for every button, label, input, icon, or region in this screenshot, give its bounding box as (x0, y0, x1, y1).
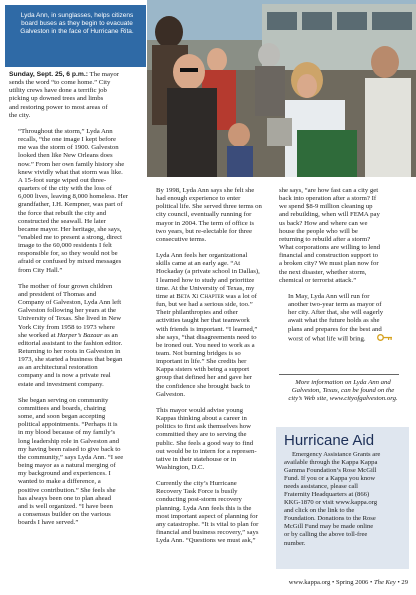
text-line: Kappa sisters with being a support (156, 366, 250, 374)
text-line: sends the word “to come home.” City (9, 79, 111, 87)
text-line: most important aspect of planning for (156, 512, 258, 520)
text-line: quarters of the city with the loss of (18, 185, 112, 193)
text-line: the force that rebuilt the city and (18, 209, 107, 217)
text-line: political life. She served three terms on (156, 203, 262, 211)
text-line: company and is now a private real (18, 372, 111, 380)
text-line: financial and business recovery,” says (156, 529, 259, 537)
text-line: number. (284, 539, 306, 547)
text-line: committed they are to serving the (156, 431, 247, 439)
text-line: McGill Fund may be made online (284, 523, 374, 531)
text-line: me was the storm of 1900. Galveston (18, 144, 119, 152)
text-line: Company of Galveston, Lyda Ann left (18, 299, 122, 307)
text-line: Kappas thinking about a career in (156, 415, 247, 423)
footer-site: www.kappa.org (288, 579, 331, 586)
text-line: Fund. If you or a Kappa you know (284, 475, 376, 483)
text-line: as an (102, 331, 118, 339)
text-line: group that defined her and gave her (156, 374, 252, 382)
text-line: and rebuilding, when will FEMA pay (279, 211, 380, 219)
text-line: planning. Lyda Ann feels this is the (156, 504, 252, 512)
text-line: out would be to intern for a represen- (156, 447, 257, 455)
text-line: boards I have served.” (18, 519, 79, 527)
text-line: activities taught her that teamwork (156, 317, 250, 325)
text-line: This mayor would advise young (156, 406, 243, 414)
text-line: the community,” says Lyda Ann. “I see (18, 453, 124, 461)
text-line: What corporations are willing to lend (279, 244, 381, 252)
article-column-3 (279, 187, 407, 352)
text-line: returning to rebuild after a storm? (279, 235, 371, 243)
text-line: the confidence she brought back to (156, 382, 251, 390)
text-line: Washington, D.C. (156, 464, 205, 471)
text-line: A 15-foot surge wiped out three- (18, 176, 107, 184)
text-line: public. She feels a good way to find (156, 439, 254, 447)
text-line: grandfather, I.H. Kempner, was part of (18, 201, 123, 209)
text-line: Lyda Ann feels her organizational (156, 252, 248, 260)
text-line: us back? How and where can we (279, 219, 368, 227)
paragraph (9, 397, 141, 528)
text-line: political appointments. “Perhaps it is (18, 421, 118, 429)
text-line: my having been raised to give back to (18, 445, 121, 453)
footer-separator: • (370, 579, 374, 586)
footer-separator: • (397, 579, 402, 586)
text-line: positive contribution.” She feels she (18, 486, 116, 494)
text-line: Currently the city’s Hurricane (156, 480, 237, 488)
text-line: She began serving on community (18, 396, 109, 404)
text-line: with friends is important. “I learned,” (156, 325, 258, 333)
text-line: has always been one to plan ahead (18, 494, 111, 502)
chapter-name: Beta Xi Chapter (176, 292, 224, 300)
text-line: 6,000 lives, leaving 8,000 homeless. Her (18, 193, 129, 201)
text-line: a consensus builder on the various (18, 510, 111, 518)
text-line: my background and experiences. I (18, 470, 111, 478)
text-line: another two-year term as mayor of (288, 301, 382, 309)
photo-caption (5, 5, 146, 67)
text-line: utility crews have done a terrific job (9, 87, 107, 95)
paragraph (147, 252, 273, 399)
text-line: By 1998, Lyda Ann says she felt she (156, 187, 255, 194)
hurricane-aid-box (276, 427, 409, 569)
footer-separator: • (331, 579, 336, 586)
paragraph (279, 293, 407, 344)
text-line: I learned how to study and prioritize (156, 276, 255, 284)
text-line: await what the future holds as she (288, 317, 380, 325)
magazine-title: Harper’s Bazaar (57, 331, 103, 339)
text-line: and president of Thomas and (18, 290, 97, 298)
text-line: back into operation after a storm? If (279, 195, 377, 203)
text-line: Recovery Task Force is busily (156, 488, 238, 496)
text-line: conducting post-storm recovery (156, 496, 242, 504)
text-line: needs assistance, please call (284, 483, 358, 491)
text-line: the city. (9, 111, 31, 119)
text-line: More information on Lyda Ann and (295, 379, 391, 386)
text-line: Their philanthropies and other (156, 309, 238, 317)
text-line: Returning to her roots in Galveston in (18, 348, 121, 355)
text-line: and click on the link to the (284, 507, 355, 515)
page-number: 29 (401, 579, 408, 586)
text-line: University of Texas. She lived in New (18, 315, 122, 323)
text-line: plans and prepares for the best and (288, 325, 382, 333)
text-line: mayor in 2004. The term of office is (156, 219, 254, 227)
text-line: estate and investment company. (18, 380, 104, 388)
text-line: available through the Kappa Kappa (284, 459, 378, 467)
text-line: Hockaday (a private school in Dallas), (156, 268, 260, 276)
text-line: wanted to make a difference, a (18, 478, 101, 486)
text-line: she worked at (18, 331, 58, 339)
text-line: house the people who will be (279, 227, 358, 235)
text-line: politics to first ask themselves how (156, 423, 252, 431)
text-line: knew vividly what that storm was like. (18, 168, 123, 176)
text-line: some, and soon began accepting (18, 413, 106, 421)
text-line: editorial assistant to the fashion editor. (18, 339, 123, 347)
paragraph (9, 128, 141, 275)
paragraph (147, 407, 273, 472)
dateline: Sunday, Sept. 25, 6 p.m.: (9, 71, 89, 78)
text-line: Foundation. Donations to the Rose (284, 515, 376, 523)
article-column-1 (9, 71, 141, 535)
text-line: and is well organized. “I have been (18, 502, 113, 510)
text-line: financial and construction support to (279, 252, 378, 260)
text-line: The mayor (89, 71, 120, 78)
paragraph (147, 480, 273, 545)
text-line: now.” From her own family history she (18, 160, 125, 168)
more-info-note (279, 379, 407, 403)
text-line: constructed the seawall. He later (18, 217, 106, 225)
key-icon (368, 334, 393, 344)
page-footer (289, 579, 408, 587)
text-line: recalls, “the one image I kept before (18, 136, 117, 144)
text-line: long leadership role in Galveston and (18, 437, 120, 445)
text-line: time. At the University of Texas, my (156, 284, 255, 292)
text-line: she says, “are how fast can a city get (279, 187, 379, 194)
text-line: important in life.” She credits her (156, 358, 247, 366)
text-line: “enabled me to present a strong, direct (18, 233, 123, 241)
text-line: any catastrophe. “It is vital to plan for (156, 520, 259, 528)
text-line: being mayor as a natural merging of (18, 462, 116, 470)
paragraph (9, 71, 141, 120)
text-line: In May, Lyda Ann will run for (288, 292, 370, 300)
text-line: Galveston, Texas, can be found on the (291, 387, 395, 395)
text-line: committees and boards, chairing (18, 404, 106, 412)
text-line: and restoring power to most areas of (9, 103, 108, 111)
text-line: was a lot of (223, 292, 257, 300)
text-line: a broken city? We must plan now for (279, 260, 379, 268)
footer-issue: Spring 2006 (335, 579, 369, 586)
text-line: York City from 1958 to 1973 where (18, 323, 115, 331)
text-line: responsible for, so they would not be (18, 250, 118, 258)
paragraph (279, 187, 407, 285)
text-line: consecutive terms. (156, 235, 207, 243)
caption-line: board buses as they begin to evacuate (21, 20, 133, 28)
text-line: “Throughout the storm,” Lyda Ann (18, 127, 113, 135)
text-line: image to the 60,000 residents I felt (18, 242, 112, 250)
text-line: Lyda Ann. “Questions we must ask,” (156, 537, 256, 545)
text-line: had enough experience to enter (156, 195, 241, 203)
section-divider (279, 374, 399, 375)
text-line: Emergency Assistance Grants are (292, 451, 381, 458)
footer-magazine: The Key (373, 579, 396, 586)
text-line: skills came at an early age. “At (156, 260, 241, 268)
article-column-2 (147, 187, 273, 553)
text-line: the next disaster, whether storm, (279, 268, 367, 276)
caption-line: Lyda Ann, in sunglasses, helps citizens (20, 12, 134, 19)
text-line: looked then like New Orleans does (18, 152, 113, 160)
caption-line: Galveston in the face of Hurricane Rita. (20, 28, 134, 36)
photo-evacuation-crowd (147, 0, 416, 177)
paragraph (147, 187, 273, 244)
text-line: from City Hall.” (18, 266, 63, 274)
text-line: tative in their statehouse or in (156, 455, 237, 463)
text-line: in my blood because of my family’s (18, 429, 116, 437)
evacuation-photo (147, 0, 416, 177)
text-line: became mayor. Her heritage, she says, (18, 225, 122, 233)
hurricane-aid-body (284, 451, 402, 548)
text-line: Galveston. (156, 390, 186, 398)
text-line: worst of what life will bring. (288, 335, 366, 343)
text-line: city’s Web site, www.cityofgalveston.org. (288, 395, 398, 403)
text-line: picking up downed trees and limbs (9, 95, 104, 103)
text-line: her city. After that, she will eagerly (288, 309, 384, 317)
paragraph (9, 283, 141, 389)
text-line: be ironed out. You need to work as a (156, 341, 255, 349)
text-line: city council, eventually running for (156, 211, 252, 219)
hurricane-aid-title: Hurricane Aid (284, 432, 375, 449)
text-line: Galveston following her years at the (18, 307, 117, 315)
text-line: we spend $8-9 million cleaning up (279, 203, 373, 211)
text-line: as an architectural restoration (18, 364, 98, 372)
text-line: two years, but re-electable for three (156, 227, 252, 235)
text-line: fun, but we had a serious side, too.” (156, 301, 253, 309)
text-line: time at (156, 292, 177, 300)
text-line: afraid or confused by mixed messages (18, 258, 122, 266)
text-line: she says, “that disagreements need to (156, 333, 257, 341)
text-line: Fraternity Headquarters at (866) (284, 491, 370, 499)
text-line: chemical or terrorist attack.” (279, 276, 357, 284)
text-line: Gamma Foundation’s Rose McGill (284, 467, 377, 475)
text-line: team. Not burning bridges is so (156, 349, 241, 357)
text-line: or by calling the above toll-free (284, 531, 368, 539)
text-line: KKG-1870 or visit www.kappa.org (284, 499, 378, 507)
text-line: The mother of four grown children (18, 282, 113, 290)
text-line: 1973, she started a business that began (18, 356, 123, 364)
